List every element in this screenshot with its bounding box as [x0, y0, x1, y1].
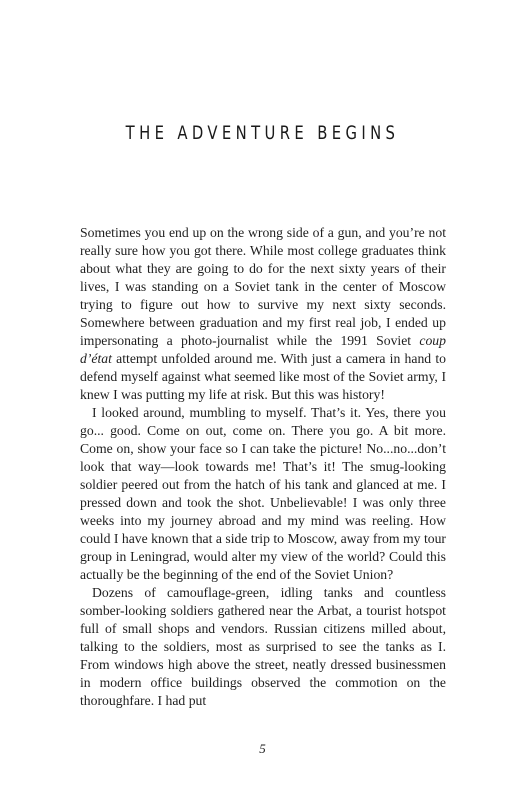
- page-number: 5: [259, 741, 266, 756]
- paragraph-1: [80, 224, 446, 404]
- paragraph-1-text-end: attempt unfolded around me. With just a camera in hand to defend myself against what seemed like most of the Soviet army, I knew I was putting my life at risk. But this was history!: [80, 351, 446, 402]
- paragraph-1-text-start: Sometimes you end up on the wrong side of a gun, and you’re not really sure how you got there. While most college graduates think about what they are going to do for the next sixty years of their lives, I was standing on a Soviet tank in the center of Moscow trying to figure out how to survive my next sixty seconds. Somewhere between graduation and my first real job, I ended up impersonating a photo-journalist while the 1991 Soviet: [80, 225, 446, 348]
- chapter-title: THE ADVENTURE BEGINS: [125, 122, 400, 144]
- body-text: [80, 224, 446, 710]
- paragraph-2: I looked around, mumbling to myself. That’s it. Yes, there you go... good. Come on out, come on. There you go. A bit more. Come on, show your face so I can take the picture! No...no...don’t look that way—look towards me! That’s it! The smug-looking soldier peered out from the hatch of his tank and glanced at me. I pressed down and took the shot. Unbelievable! I was only three weeks into my journey abroad and my mind was reeling. How could I have known that a side trip to Moscow, away from my tour group in Leningrad, would alter my view of the world? Could this actually be the beginning of the end of the Soviet Union?: [80, 405, 446, 582]
- paragraph-3: Dozens of camouflage-green, idling tanks and countless somber-looking soldiers gathered near the Arbat, a tourist hotspot full of small shops and vendors. Russian citizens milled about, talking to the soldiers, most as surprised to see the tanks as I. From windows high above the street, neatly dressed businessmen in modern office buildings observed the commotion on the thoroughfare. I had put: [80, 585, 446, 708]
- paragraph-1-italic-phrase: coup d’état: [80, 333, 446, 366]
